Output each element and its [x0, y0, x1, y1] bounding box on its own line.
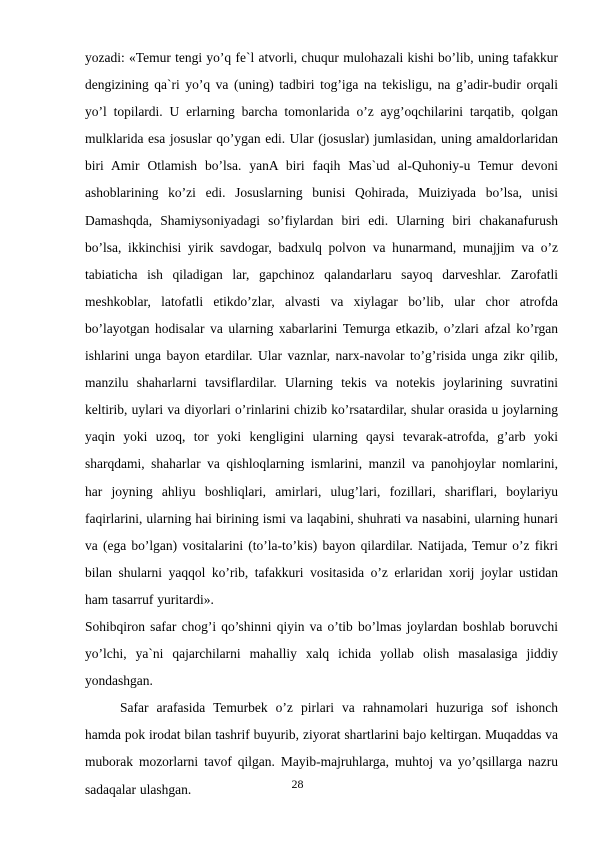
document-page — [85, 44, 558, 803]
paragraph-3: Safar arafasida Temurbek o’z pirlari va rahnamolari huzuriga sof ishonch hamda pok irodat bilan tashrif buyurib, ziyorat shartlarini bajo keltirgan. Muqaddas va muborak mozorlarni tavof qilgan. Mayib-majruhlarga, muhtoj va yo’qsillarga nazru sadaqalar ulashgan. — [85, 700, 558, 797]
paragraph-2: Sohibqiron safar chog’i qo’shinni qiyin va o’tib bo’lmas joylardan boshlab boruvchi yo’lchi, ya`ni qajarchilarni mahalliy xalq ichida yollab olish masalasiga jiddiy yondashgan. — [85, 618, 558, 689]
paragraph-1: yozadi: «Temur tengi yo’q fe`l atvorli, chuqur mulohazali kishi bo’lib, uning tafakkur dengizining qa`ri yo’q va (uning) tadbiri tog’iga na tekisligu, na g’adir-budir orqali yo’l topilardi. U erlarning barcha tomonlarida o’z ayg’oqchilarini tarqatib, qolgan mulklarida esa josuslar qo’ygan edi. Ular (josuslar) jumlasidan, uning amaldorlaridan biri Amir Otlamish bo’lsa. yanA biri faqih Mas`ud al-Quhoniy-u Temur devoni ashoblarining ko’zi edi. Josuslarning bunisi Qohirada, Muiziyada bo’lsa, unisi Damashqda, Shamiysoniyadagi so’fiylardan biri edi. Ularning biri chakanafurush bo’lsa, ikkinchisi yirik savdogar, badxulq polvon va hunarmand, munajjim va o’z tabiaticha ish qiladigan lar, gapchinoz qalandarlaru sayoq darveshlar. Zarofatli meshkoblar, latofatli etikdo’zlar, alvasti va xiylagar bo’lib, ular chor atrofda bo’layotgan hodisalar va ularning xabarlarini Temurga etkazib, o’zlari afzal ko’rgan ishlarini unga bayon etardilar. Ular vaznlar, narx-navolar to’g’risida unga zikr qilib, manzilu shaharlarni tavsiflardilar. Ularning tekis va notekis joylarining suvratini keltirib, uylari va diyorlari o’rinlarini chizib ko’rsatardilar, shular orasida u joylarning yaqin yoki uzoq, tor yoki kengligini ularning qaysi tevarak-atrofda, g’arb yoki sharqdami, shaharlar va qishloqlarning ismlarini, manzil va panohjoylar nomlarini, har joyning ahliyu boshliqlari, amirlari, ulug’lari, fozillari, shariflari, boylariyu faqirlarini, ularning hai birining ismi va laqabini, shuhrati va nasabini, ularning hunari va (ega bo’lgan) vositalarini (to’la-to’kis) bayon qilardilar. Natijada, Temur o’z fikri bilan shularni yaqqol ko’rib, tafakkuri vositasida o’z erlaridan xorij joylar ustidan ham tasarruf yuritardi». — [85, 50, 558, 607]
page-number: 28 — [291, 777, 304, 791]
